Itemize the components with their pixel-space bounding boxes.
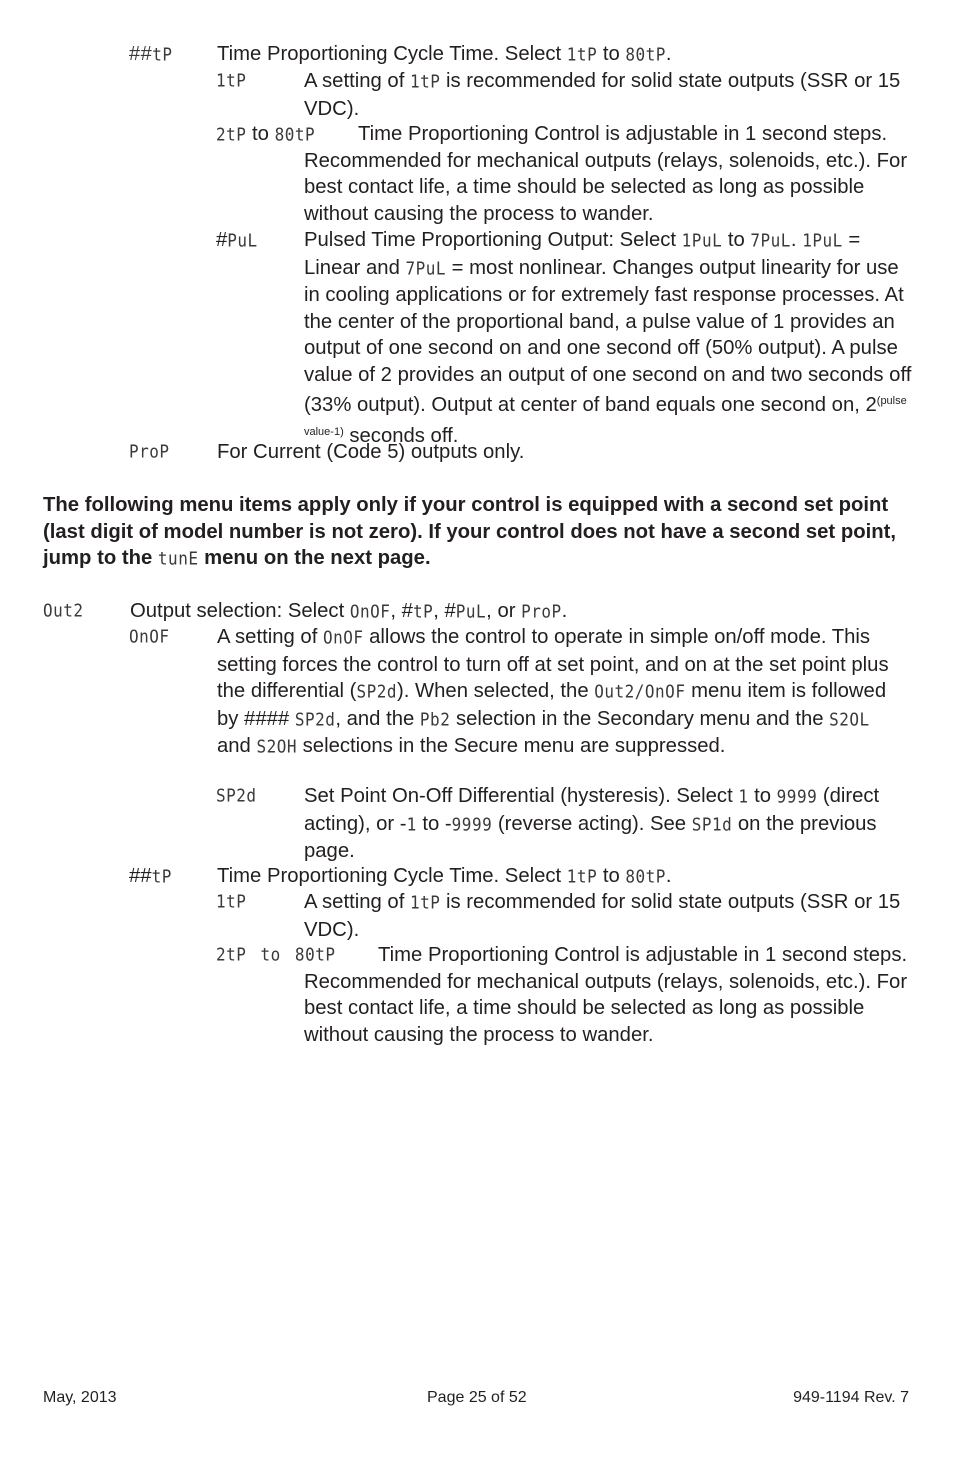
- period: .: [561, 600, 568, 622]
- opt-2tp-desc: Time Proportioning Control is adjustable in 1 second steps. Recommended for mechanical outputs (relays, solenoids, etc.). For best contact life, a time should be selected as long as possible without causing the process to wander.: [304, 123, 908, 225]
- code-prop: ProP: [521, 600, 562, 623]
- onof-text-d: menu item is followed by ####: [217, 680, 887, 730]
- code-sp1d: SP1d: [691, 813, 733, 835]
- sp2d-text-e: (reverse acting). See: [492, 812, 692, 835]
- onof-code: OnOF: [129, 625, 170, 648]
- sep2: , #: [433, 600, 456, 622]
- prop-code: ProP: [129, 440, 170, 463]
- notice-text-a: The following menu items apply only if your control is equipped with a second set point (last digit of model number is not zero). If your control does not have a second set point, jump to the: [43, 494, 897, 569]
- code-pb2: Pb2: [419, 708, 451, 730]
- onof-text-g: and: [217, 735, 257, 757]
- sp2d-text-d: to -: [416, 812, 452, 835]
- period-2: .: [665, 865, 672, 887]
- onof-text-a: A setting of: [217, 626, 323, 648]
- notice-text-b: menu on the next page.: [198, 547, 431, 569]
- sp2d-text-a: Set Point On-Off Differential (hysteresis). Select: [304, 785, 739, 807]
- sp2d-text-b: to: [748, 785, 777, 807]
- footer-page-number: Page 25 of 52: [427, 1389, 527, 1406]
- code-pul: PuL: [455, 600, 487, 623]
- pulse-text-c: .: [790, 229, 803, 251]
- onof-text-c: ). When selected, the: [396, 680, 595, 702]
- code-s2ol: S2OL: [829, 708, 870, 730]
- pulse-text-d: = Linear and: [304, 229, 861, 279]
- opt-1tp-desc-2: [304, 889, 914, 943]
- code-1tp-inline-2: 1tP: [409, 891, 441, 914]
- onof-desc: [217, 624, 907, 761]
- to-word: to: [597, 43, 626, 65]
- code-pul: PuL: [227, 229, 258, 252]
- cycle-time-code-prefix: ##tP: [129, 43, 173, 66]
- code-1pul-b: 1PuL: [802, 229, 843, 252]
- code-7pul: 7PuL: [750, 229, 791, 252]
- cycle-time-item: [129, 41, 929, 69]
- opt-1tp-desc: [304, 68, 914, 122]
- pulse-label: [216, 227, 258, 255]
- second-setpoint-notice: [43, 492, 913, 573]
- to-word-2: to: [597, 865, 626, 887]
- code-sp2d: SP2d: [356, 680, 397, 703]
- pulse-desc: [304, 227, 914, 449]
- code-neg1: 1: [406, 813, 417, 835]
- onof-text-e: , and the: [335, 707, 420, 730]
- opt-1tp-text-b: is recommended for solid state outputs (SSR or 15 VDC).: [304, 70, 901, 120]
- code-80tp: 80tP: [274, 123, 316, 146]
- code-tune: tunE: [157, 547, 199, 570]
- opt-2tp-desc-2: Time Proportioning Control is adjustable in 1 second steps. Recommended for mechanical outputs (relays, solenoids, etc.). For best contact life, a time should be selected as long as possible without causing the process to wander.: [304, 944, 908, 1046]
- to-word: to: [246, 123, 275, 145]
- period: .: [665, 43, 672, 65]
- code-1tp-2: 1tP: [566, 865, 598, 888]
- opt-1tp-text-a: A setting of: [304, 70, 410, 92]
- sep1: , #: [390, 600, 413, 622]
- cycle-time-text: Time Proportioning Cycle Time. Select: [217, 43, 567, 65]
- code-1tp: 1tP: [566, 43, 598, 66]
- onof-text-f: selection in the Secondary menu and the: [450, 707, 830, 730]
- code-onof: OnOF: [349, 600, 391, 623]
- opt-2tp-range-code: 2tP to 80tP: [216, 943, 336, 966]
- opt-1tp-code-2: 1tP: [216, 890, 247, 913]
- code-onof-inline: OnOF: [322, 626, 364, 649]
- code-80tp-2: 80tP: [625, 865, 666, 888]
- code-7pul-b: 7PuL: [405, 257, 447, 279]
- pulse-text-a: Pulsed Time Proportioning Output: Select: [304, 229, 682, 251]
- code-s2oh: S2OH: [256, 735, 298, 758]
- cycle-time-text-2: Time Proportioning Cycle Time. Select: [217, 865, 567, 887]
- code-1tp-inline: 1tP: [409, 70, 441, 93]
- code-2tp: 2tP: [216, 123, 247, 146]
- sp2d-text-c: (direct acting), or -: [304, 785, 880, 835]
- opt-1tp-text-b-2: is recommended for solid state outputs (SSR or 15 VDC).: [304, 891, 901, 941]
- cycle-time-code-2: ##tP: [129, 865, 172, 888]
- code-tp: tP: [412, 600, 434, 623]
- onof-text-h: selections in the Secure menu are suppressed.: [297, 735, 726, 757]
- sp2d-text-f: on the previous page.: [304, 812, 877, 862]
- code-out2-onof: Out2/OnOF: [594, 680, 686, 703]
- sp2d-code: SP2d: [216, 784, 257, 807]
- onof-text-b: allows the control to operate in simple on/off mode. This setting forces the control to turn off at set point, and on at the set point plus the differential (: [217, 626, 889, 702]
- pulse-text-e: = most nonlinear. Changes output linearity for use in cooling applications or for extremely fast response processes. At the center of the proportional band, a pulse value of 1 provides an output of one second on and one second off (50% output). A pulse value of 2 provides an output of one second on and two seconds off (33% output). Output at center of band equals one second on, 2: [304, 256, 912, 416]
- opt-1tp-text-a-2: A setting of: [304, 891, 410, 913]
- pulse-text-b: to: [722, 229, 751, 251]
- cycle-time-item-2: [129, 863, 929, 891]
- opt-2tp-label: [216, 121, 315, 149]
- pulse-text-f: seconds off.: [343, 424, 459, 447]
- code-80tp: 80tP: [625, 43, 666, 66]
- code-1: 1: [738, 785, 749, 808]
- out2-code: Out2: [43, 599, 84, 622]
- sp2d-desc: [304, 783, 914, 865]
- code-neg9999: 9999: [451, 813, 493, 835]
- prop-desc: For Current (Code 5) outputs only.: [217, 441, 525, 463]
- code-sp2d-b: SP2d: [294, 708, 336, 730]
- footer-doc-number: 949-1194 Rev. 7: [793, 1389, 909, 1406]
- out2-text-a: Output selection: Select: [130, 600, 350, 622]
- sep3: , or: [486, 600, 522, 622]
- pulse-prefix: #: [216, 229, 228, 251]
- opt-1tp-code: 1tP: [216, 69, 247, 92]
- code-9999: 9999: [776, 785, 818, 808]
- out2-desc: [130, 598, 920, 626]
- code-1pul: 1PuL: [681, 229, 723, 252]
- footer-date: May, 2013: [43, 1389, 117, 1406]
- pulse-superscript: (pulse value-1): [304, 395, 907, 438]
